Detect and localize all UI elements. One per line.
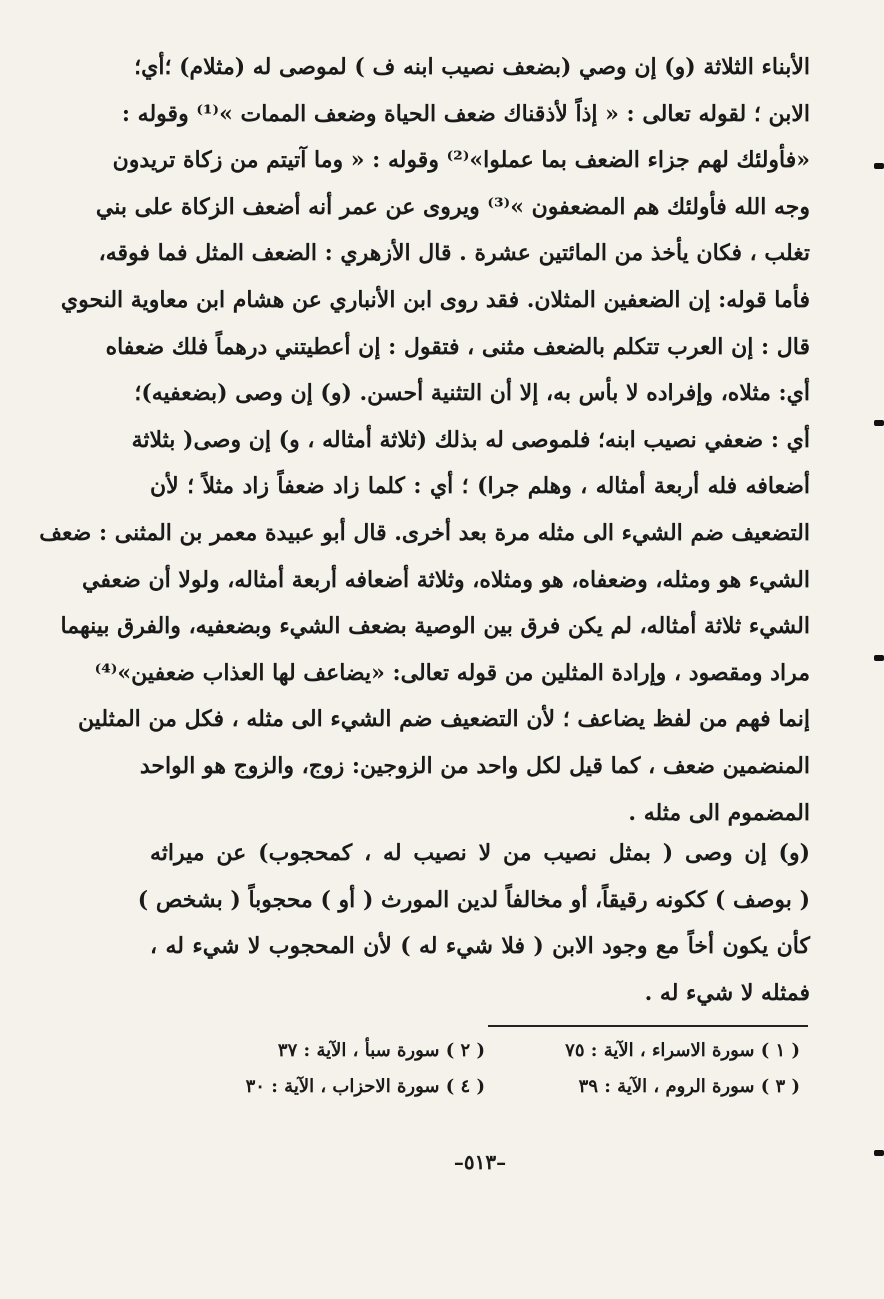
margin-mark [874, 163, 884, 169]
footnote-4: ( ٤ ) سورة الاحزاب ، الآية : ٣٠ [245, 1076, 485, 1097]
text-line: كأن يكون أخاً مع وجود الابن ( فلا شيء له ) لأن المحجوب لا شيء له ، [150, 933, 810, 960]
text-line: وجه الله فأولئك هم المضعفون »⁽³⁾ ويروى عن عمر أنه أضعف الزكاة على بني [95, 193, 810, 220]
footnote-3: ( ٣ ) سورة الروم ، الآية : ٣٩ [578, 1076, 800, 1097]
margin-mark [874, 655, 884, 661]
second-paragraph [137, 830, 810, 1016]
text-line: الابن ؛ لقوله تعالى : « إذاً لأذقناك ضعف الحياة وضعف الممات »⁽¹⁾ وقوله : [121, 100, 810, 127]
main-paragraph [39, 44, 810, 836]
text-line: (و) إن وصى ( بمثل نصيب من لا نصيب له ، كمحجوب) عن ميراثه [150, 840, 810, 866]
text-line: إنما فهم من لفظ يضاعف ؛ لأن التضعيف ضم الشيء الى مثله ، فكل من المثلين [77, 706, 810, 733]
text-line: التضعيف ضم الشيء الى مثله مرة بعد أخرى. قال أبو عبيدة معمر بن المثنى : ضعف [39, 519, 810, 546]
text-line: مراد ومقصود ، وإرادة المثلين من قوله تعالى: «يضاعف لها العذاب ضعفين»⁽⁴⁾ [94, 659, 810, 686]
text-line: فأما قوله: إن الضعفين المثلان. فقد روى ابن الأنباري عن هشام ابن معاوية النحوي [60, 286, 810, 313]
text-line: قال : إن العرب تتكلم بالضعف مثنى ، فتقول : إن أعطيتني درهماً فلك ضعفاه [105, 333, 810, 360]
text-line: أضعافه فله أربعة أمثاله ، وهلم جرا) ؛ أي : كلما زاد ضعفاً زاد مثلاً ؛ لأن [150, 473, 810, 500]
page-number: –٥١٣– [453, 1150, 507, 1174]
text-line: تغلب ، فكان يأخذ من المائتين عشرة . قال الأزهري : الضعف المثل فما فوقه، [98, 240, 810, 267]
footnote-divider [488, 1025, 808, 1027]
text-line: الأبناء الثلاثة (و) إن وصي (بضعف نصيب ابنه ف ) لموصى له (مثلام) ؛أي؛ [134, 54, 810, 80]
text-line-last: فمثله لا شيء له . [644, 979, 810, 1006]
text-line: أي: مثلاه، وإفراده لا بأس به، إلا أن التثنية أحسن. (و) إن وصى (بضعفيه)؛ [134, 380, 810, 407]
text-line: الشيء هو ومثله، وضعفاه، هو ومثلاه، وثلاثة أضعافه أربعة أمثاله، ولولا أن ضعفي [82, 566, 810, 593]
margin-mark [874, 420, 884, 426]
text-line: «فأولئك لهم جزاء الضعف بما عملوا»⁽²⁾ وقوله : « وما آتيتم من زكاة تريدون [112, 147, 810, 174]
footnote-2: ( ٢ ) سورة سبأ ، الآية : ٣٧ [277, 1040, 485, 1061]
text-line: أي : ضعفي نصيب ابنه؛ فلموصى له بذلك (ثلاثة أمثاله ، و) إن وصى( بثلاثة [131, 426, 810, 453]
footnotes [170, 1038, 800, 1100]
margin-mark [874, 1150, 884, 1156]
footnote-1: ( ١ ) سورة الاسراء ، الآية : ٧٥ [565, 1040, 800, 1061]
text-line: الشيء ثلاثة أمثاله، لم يكن فرق بين الوصية بضعف الشيء وبضعفيه، والفرق بينهما [60, 613, 810, 640]
text-line: ( بوصف ) ككونه رقيقاً، أو مخالفاً لدين المورث ( أو ) محجوباً ( بشخص ) [137, 886, 810, 913]
text-line: المنضمين ضعف ، كما قيل لكل واحد من الزوجين: زوج، والزوج هو الواحد [139, 752, 810, 779]
text-line-last: المضموم الى مثله . [628, 799, 810, 826]
